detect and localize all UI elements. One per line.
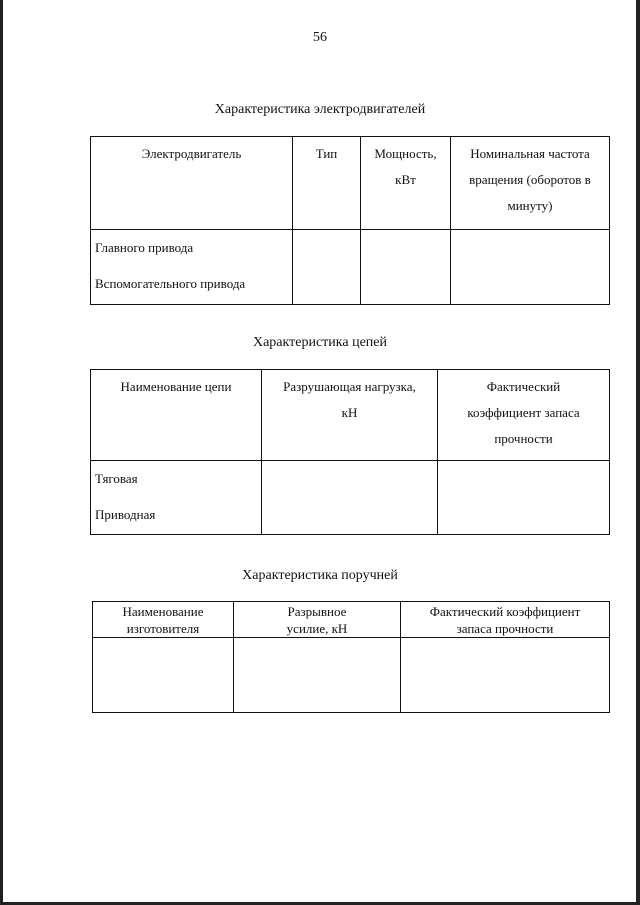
- motors-header-rpm: Номинальная частота вращения (оборотов в минуту): [451, 137, 610, 230]
- chains-table: [90, 369, 610, 535]
- handrails-header-maker: Наименование изготовителя: [93, 602, 234, 638]
- table-row: [91, 461, 610, 535]
- chain-drive: Приводная: [95, 507, 156, 522]
- handrails-header-row: [93, 602, 610, 638]
- motors-cell-power: [361, 230, 451, 305]
- chains-row-names: [91, 461, 262, 535]
- chains-cell-safety: [438, 461, 610, 535]
- motors-row-names: [91, 230, 293, 305]
- handrails-header-force: Разрывное усилие, кН: [234, 602, 401, 638]
- motors-header-power: Мощность, кВт: [361, 137, 451, 230]
- chains-cell-load: [262, 461, 438, 535]
- handrails-header-safety: Фактический коэффициент запаса прочности: [401, 602, 610, 638]
- handrails-cell-force: [234, 638, 401, 713]
- motor-main-drive: Главного привода: [95, 240, 194, 255]
- chains-caption: Характеристика цепей: [252, 335, 387, 350]
- page-right-edge: [636, 0, 640, 905]
- motors-cell-type: [293, 230, 361, 305]
- chains-header-row: [91, 370, 610, 461]
- motor-aux-drive: Вспомогательного привода: [95, 276, 246, 291]
- handrails-cell-maker: [93, 638, 234, 713]
- chains-header-safety: Фактический коэффициент запаса прочности: [438, 370, 610, 461]
- chain-traction: Тяговая: [95, 471, 138, 486]
- page-number: 56: [313, 30, 327, 45]
- chains-header-load: Разрушающая нагрузка, кН: [262, 370, 438, 461]
- motors-caption: Характеристика электродвигателей: [214, 102, 426, 117]
- table-row: [91, 230, 610, 305]
- motors-table: [90, 136, 610, 305]
- handrails-caption: Характеристика поручней: [242, 568, 398, 583]
- motors-header-motor: Электродвигатель: [91, 137, 293, 230]
- handrails-cell-safety: [401, 638, 610, 713]
- page-left-edge: [0, 0, 3, 905]
- table-row: [93, 638, 610, 713]
- handrails-table: [92, 601, 610, 713]
- motors-header-row: [91, 137, 610, 230]
- chains-header-name: Наименование цепи: [91, 370, 262, 461]
- motors-cell-rpm: [451, 230, 610, 305]
- motors-header-type: Тип: [293, 137, 361, 230]
